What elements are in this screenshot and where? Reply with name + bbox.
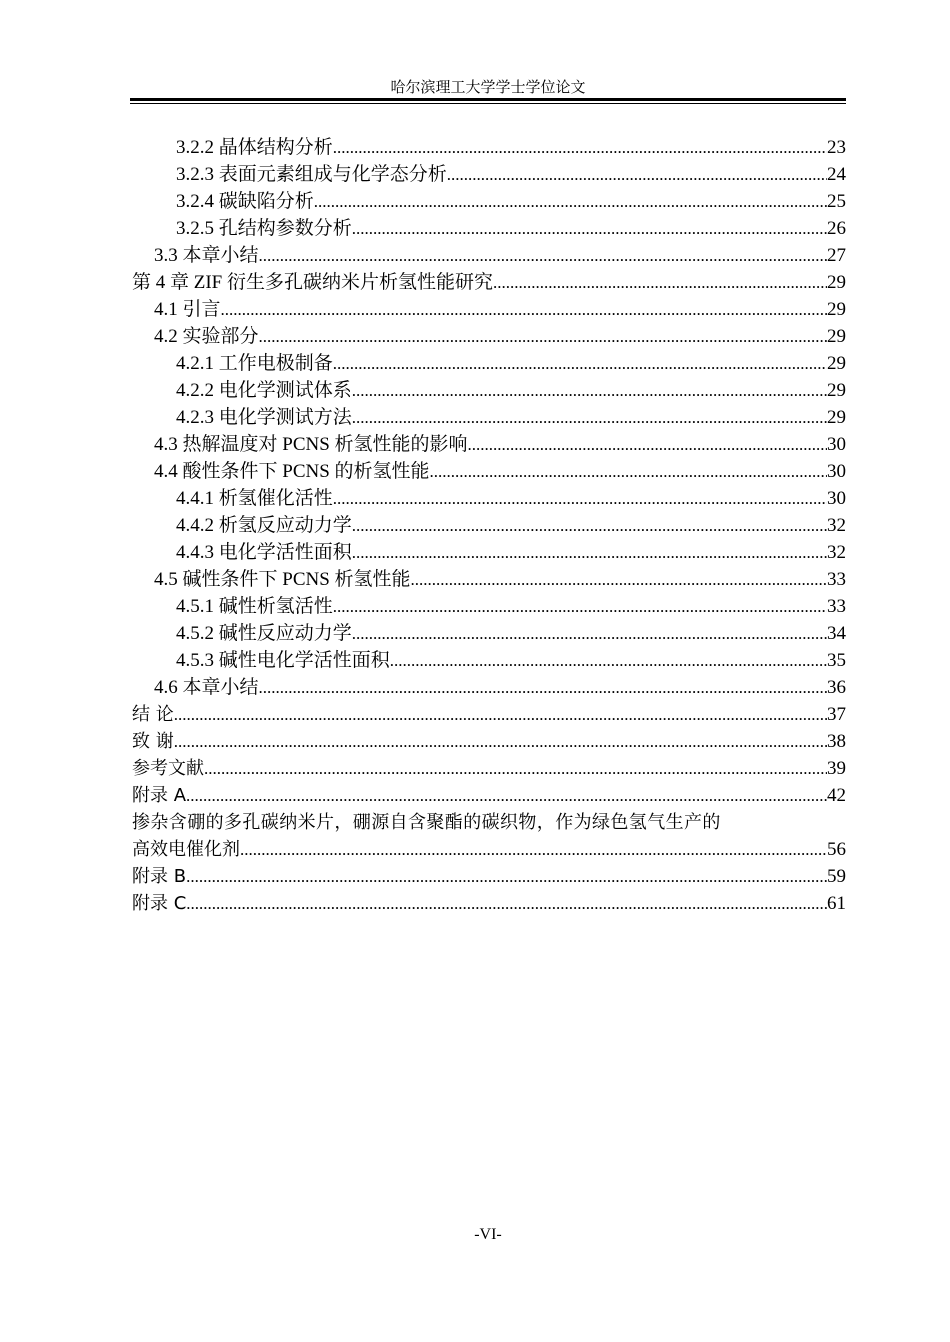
toc-leader-dots bbox=[314, 190, 827, 213]
toc-entry[interactable] bbox=[132, 186, 846, 213]
toc-entry-page: 35 bbox=[827, 650, 846, 671]
toc-entry-page: 29 bbox=[827, 272, 846, 293]
toc-entry-label: 4.5 碱性条件下 PCNS 析氢性能 bbox=[154, 569, 411, 590]
toc-leader-dots bbox=[390, 649, 827, 672]
toc-entry[interactable] bbox=[132, 537, 846, 564]
toc-entry-label: 第 4 章 ZIF 衍生多孔碳纳米片析氢性能研究 bbox=[132, 272, 494, 293]
toc-entry[interactable] bbox=[132, 888, 846, 915]
toc-leader-dots bbox=[174, 703, 827, 726]
toc-leader-dots bbox=[352, 541, 827, 564]
header-rule-thick bbox=[130, 98, 846, 101]
toc-entry[interactable] bbox=[132, 780, 846, 807]
toc-entry-page: 32 bbox=[827, 515, 846, 536]
toc-entry-page: 29 bbox=[827, 353, 846, 374]
toc-leader-dots bbox=[174, 730, 827, 753]
toc-entry-label: 附录 A bbox=[132, 785, 187, 806]
toc-entry[interactable] bbox=[132, 267, 846, 294]
toc-entry-label: 3.2.4 碳缺陷分析 bbox=[176, 191, 314, 212]
toc-leader-dots bbox=[352, 622, 827, 645]
toc-entry-page: 38 bbox=[827, 731, 846, 752]
toc-entry-label: 4.2.1 工作电极制备 bbox=[176, 353, 333, 374]
toc-entry-page: 32 bbox=[827, 542, 846, 563]
toc-entry[interactable] bbox=[132, 753, 846, 780]
toc-entry-page: 29 bbox=[827, 299, 846, 320]
toc-entry-page: 30 bbox=[827, 461, 846, 482]
toc-entry-label: 4.3 热解温度对 PCNS 析氢性能的影响 bbox=[154, 434, 468, 455]
toc-main-entries bbox=[132, 132, 846, 807]
toc-entry-page: 29 bbox=[827, 407, 846, 428]
toc-entry-label: 结 论 bbox=[132, 704, 174, 725]
toc-entry[interactable] bbox=[132, 429, 846, 456]
toc-entry-page: 56 bbox=[827, 839, 846, 860]
toc-entry-label: 3.3 本章小结 bbox=[154, 245, 259, 266]
table-of-contents bbox=[132, 132, 846, 915]
header-rule-thin bbox=[130, 103, 846, 104]
toc-entry-label: 4.6 本章小结 bbox=[154, 677, 259, 698]
toc-leader-dots bbox=[259, 244, 827, 267]
toc-entry[interactable] bbox=[132, 591, 846, 618]
toc-leader-dots bbox=[240, 838, 827, 861]
toc-entry-label: 4.5.2 碱性反应动力学 bbox=[176, 623, 352, 644]
toc-entry-line2 bbox=[132, 834, 846, 861]
toc-entry-page: 29 bbox=[827, 380, 846, 401]
toc-leader-dots bbox=[333, 136, 827, 159]
toc-entry[interactable] bbox=[132, 321, 846, 348]
toc-entry[interactable] bbox=[132, 240, 846, 267]
toc-leader-dots bbox=[186, 865, 827, 888]
toc-entry[interactable] bbox=[132, 132, 846, 159]
page-number: -VI- bbox=[474, 1226, 502, 1243]
toc-entry-label: 致 谢 bbox=[132, 731, 174, 752]
toc-entry[interactable] bbox=[132, 456, 846, 483]
toc-entry-page: 26 bbox=[827, 218, 846, 239]
toc-leader-dots bbox=[221, 298, 827, 321]
toc-entry-label-line2: 高效电催化剂 bbox=[132, 839, 240, 860]
toc-leader-dots bbox=[411, 568, 827, 591]
toc-entry-page: 36 bbox=[827, 677, 846, 698]
toc-leader-dots bbox=[259, 325, 827, 348]
thesis-header-title: 哈尔滨理工大学学士学位论文 bbox=[390, 80, 586, 96]
toc-entry-page: 23 bbox=[827, 137, 846, 158]
toc-leader-dots bbox=[333, 595, 827, 618]
toc-entry-page: 34 bbox=[827, 623, 846, 644]
toc-entry[interactable] bbox=[132, 348, 846, 375]
toc-entry-label: 3.2.2 晶体结构分析 bbox=[176, 137, 333, 158]
toc-entry-page: 33 bbox=[827, 596, 846, 617]
toc-leader-dots bbox=[493, 271, 827, 294]
toc-leader-dots bbox=[186, 784, 827, 807]
toc-entry-page: 33 bbox=[827, 569, 846, 590]
toc-entry-label: 4.1 引言 bbox=[154, 299, 221, 320]
toc-entry-label: 4.4.1 析氢催化活性 bbox=[176, 488, 333, 509]
toc-entry[interactable] bbox=[132, 861, 846, 888]
toc-entry[interactable] bbox=[132, 510, 846, 537]
toc-entry-label: 4.5.3 碱性电化学活性面积 bbox=[176, 650, 390, 671]
toc-leader-dots bbox=[259, 676, 827, 699]
toc-entry-page: 24 bbox=[827, 164, 846, 185]
toc-entry-label: 4.4.2 析氢反应动力学 bbox=[176, 515, 352, 536]
toc-entry[interactable] bbox=[132, 726, 846, 753]
toc-entry[interactable] bbox=[132, 213, 846, 240]
toc-entry-label: 4.2.3 电化学测试方法 bbox=[176, 407, 352, 428]
toc-entry-label: 4.2.2 电化学测试体系 bbox=[176, 380, 352, 401]
toc-entry-page: 27 bbox=[827, 245, 846, 266]
toc-tail-entries bbox=[132, 861, 846, 915]
toc-entry-label: 4.4.3 电化学活性面积 bbox=[176, 542, 352, 563]
toc-leader-dots bbox=[186, 892, 827, 915]
toc-entry-page: 30 bbox=[827, 488, 846, 509]
toc-entry-label-line1: 掺杂含硼的多孔碳纳米片，硼源自含聚酯的碳织物，作为绿色氢气生产的 bbox=[132, 812, 721, 833]
toc-entry[interactable] bbox=[132, 672, 846, 699]
toc-entry-label: 参考文献 bbox=[132, 758, 204, 779]
toc-leader-dots bbox=[352, 514, 827, 537]
toc-leader-dots bbox=[352, 379, 827, 402]
toc-leader-dots bbox=[333, 487, 827, 510]
toc-entry-label: 附录 C bbox=[132, 893, 187, 914]
toc-entry[interactable] bbox=[132, 375, 846, 402]
toc-entry[interactable] bbox=[132, 159, 846, 186]
toc-leader-dots bbox=[430, 460, 827, 483]
toc-entry-page: 29 bbox=[827, 326, 846, 347]
toc-leader-dots bbox=[204, 757, 827, 780]
toc-entry[interactable] bbox=[132, 483, 846, 510]
toc-entry-label: 3.2.5 孔结构参数分析 bbox=[176, 218, 352, 239]
toc-entry-label: 4.5.1 碱性析氢活性 bbox=[176, 596, 333, 617]
toc-entry[interactable] bbox=[132, 699, 846, 726]
toc-entry[interactable] bbox=[132, 618, 846, 645]
toc-leader-dots bbox=[447, 163, 827, 186]
toc-entry[interactable] bbox=[132, 402, 846, 429]
toc-entry-page: 39 bbox=[827, 758, 846, 779]
toc-leader-dots bbox=[333, 352, 827, 375]
toc-entry-page: 30 bbox=[827, 434, 846, 455]
toc-entry-label: 4.2 实验部分 bbox=[154, 326, 259, 347]
toc-entry[interactable] bbox=[132, 564, 846, 591]
toc-leader-dots bbox=[352, 406, 827, 429]
toc-entry-label: 3.2.3 表面元素组成与化学态分析 bbox=[176, 164, 447, 185]
toc-entry[interactable] bbox=[132, 294, 846, 321]
toc-entry-page: 61 bbox=[827, 893, 846, 914]
toc-entry-label: 4.4 酸性条件下 PCNS 的析氢性能 bbox=[154, 461, 430, 482]
toc-entry-page: 42 bbox=[827, 785, 846, 806]
toc-entry-page: 37 bbox=[827, 704, 846, 725]
toc-leader-dots bbox=[468, 433, 827, 456]
toc-entry-appendix-paper[interactable] bbox=[132, 807, 846, 861]
toc-entry[interactable] bbox=[132, 645, 846, 672]
toc-entry-page: 25 bbox=[827, 191, 846, 212]
toc-entry-label: 附录 B bbox=[132, 866, 187, 887]
toc-entry-page: 59 bbox=[827, 866, 846, 887]
toc-leader-dots bbox=[352, 217, 827, 240]
